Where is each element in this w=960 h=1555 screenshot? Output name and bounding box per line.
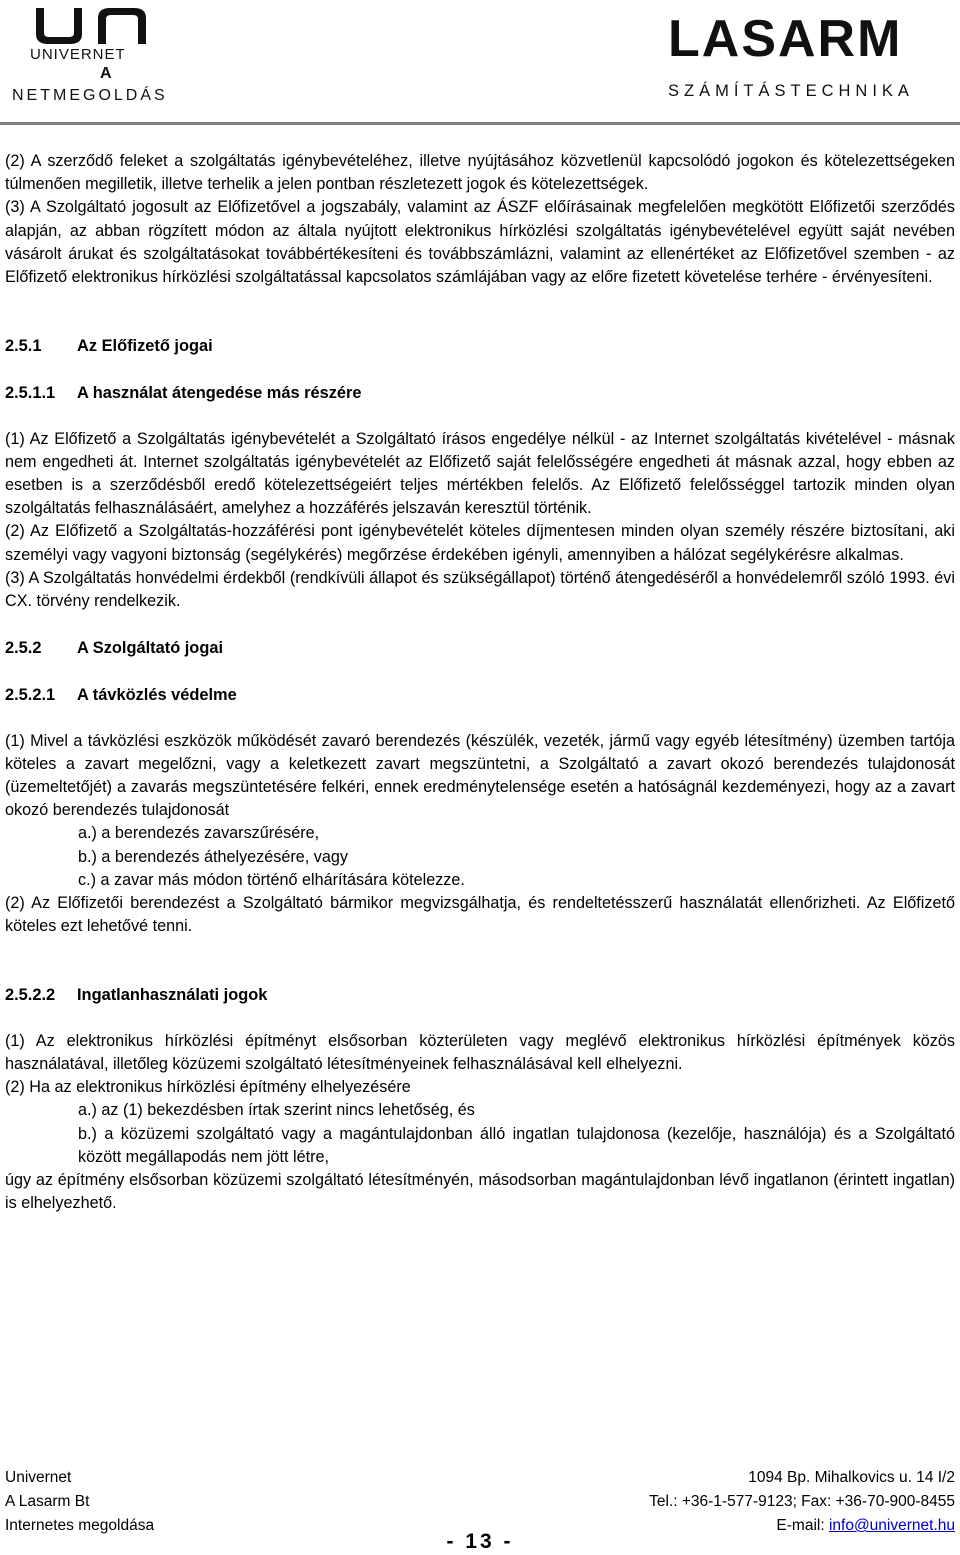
- list-item: a.) a berendezés zavarszűrésére,: [78, 824, 320, 843]
- section-number: 2.5.2: [5, 639, 42, 658]
- paragraph: (2) Az Előfizető a Szolgáltatás-hozzáférési pont igénybevételét köteles díjmentesen minden olyan személy részére biztosítani, aki személyi vagy vagyoni biztonság (segélykérés) megőrzése érdekében igényli, amennyiben a hálózat segélykérésre alkalmas.: [5, 522, 955, 564]
- section-title: Az Előfizető jogai: [77, 337, 213, 356]
- section-number: 2.5.2.2: [5, 986, 56, 1005]
- logo-connector: A: [100, 65, 112, 82]
- paragraph: (2) Az Előfizetői berendezést a Szolgáltató bármikor megvizsgálhatja, és rendeltetésszerű használatát ellenőrizheti. Az Előfizető köteles ezt lehetővé tenni.: [5, 894, 955, 936]
- paragraph: úgy az építmény elsősorban közüzemi szolgáltató létesítményén, másodsorban magántulajdonban lévő ingatlanon (érintett ingatlan) is elhelyezhető.: [5, 1170, 955, 1213]
- list-item: c.) a zavar más módon történő elhárítására kötelezze.: [78, 870, 465, 889]
- list-item: b.) a berendezés áthelyezésére, vagy: [78, 847, 348, 866]
- univernet-logo: [8, 0, 208, 110]
- section-title: A Szolgáltató jogai: [77, 639, 224, 658]
- paragraph: (3) A Szolgáltatás honvédelmi érdekből (rendkívüli állapot és szükségállapot) történő átengedéséről a honvédelemről szóló 1993. évi CX. törvény rendelkezik.: [5, 568, 955, 611]
- section-heading: [5, 335, 955, 358]
- logo-u-mark: [36, 8, 82, 44]
- section-title: Ingatlanhasználati jogok: [77, 986, 268, 1005]
- section-title: A távközlés védelme: [77, 686, 237, 705]
- logo-n-mark: [98, 8, 146, 44]
- footer-address: 1094 Bp. Mihalkovics u. 14 I/2: [748, 1469, 955, 1486]
- footer-tagline: Internetes megoldása: [5, 1517, 155, 1534]
- header-divider: [0, 122, 960, 125]
- section-number: 2.5.2.1: [5, 686, 56, 705]
- logo-brand: UNIVERNET: [30, 46, 126, 63]
- list-item: b.) a közüzemi szolgáltató vagy a magántulajdonban álló ingatlan tulajdonosa (kezelője, használója) és a Szolgáltató között megállapodás nem jött létre,: [78, 1124, 955, 1166]
- footer-company-owner: A Lasarm Bt: [5, 1493, 90, 1510]
- section-number: 2.5.1: [5, 337, 42, 356]
- paragraph: (1) Az Előfizető a Szolgáltatás igénybevételét a Szolgáltató írásos engedélye nélkül - az Internet szolgáltatás kivételével - másnak nem engedheti át. Internet szolgáltatás igénybevételét az Előfizető saját felelősségére engedheti át másnak azzal, hogy ebben az esetben is a szerződésből eredő kötelezettségeiért teljes mértékben felelős. Az Előfizető felelősséggel tartozik minden olyan szolgáltatás felhasználásáért, amelyhez a hozzáférés jelszaván keresztül történik.: [5, 429, 955, 518]
- section-heading: [5, 637, 955, 660]
- paragraph: (1) Mivel a távközlési eszközök működését zavaró berendezés (készülék, vezeték, jármű vagy egyéb létesítmény) üzemben tartója köteles a zavart megelőzni, vagy a keletkezett zavart megszüntetni, a Szolgáltató a zavart okozó berendezés tulajdonosát (üzemeltetőjét) a zavarás megszüntetésére felkéri, ennek eredménytelensége esetén a hatóságnál kezdeményezi, hogy az a zavart okozó berendezés tulajdonosát: [5, 731, 955, 820]
- logo-subtitle: NETMEGOLDÁS: [12, 87, 168, 104]
- footer-email-label: E-mail:: [776, 1517, 829, 1534]
- list-item: a.) az (1) bekezdésben írtak szerint nincs lehetőség, és: [78, 1101, 475, 1120]
- page-number: - 13 -: [446, 1530, 514, 1553]
- lasarm-logo: [662, 0, 952, 110]
- paragraph: (3) A Szolgáltató jogosult az Előfizetővel a jogszabály, valamint az ÁSZF előírásainak megfelelően megkötött Előfizetői szerződés alapján, az abban rögzített módon az általa nyújtott elektronikus hírközlési szolgáltatás igénybevételével együtt saját nevében vásárolt árukat és szolgáltatásokat továbbértékesíteni és továbbszámlázni, valamint az ellenértéket az Előfizetővel szemben - az Előfizető elektronikus hírközlési szolgáltatással kapcsolatos számlájában vagy az előre fizetett követelése terhére - érvényesíteni.: [5, 198, 955, 287]
- section-title: A használat átengedése más részére: [77, 384, 362, 403]
- email-link[interactable]: info@univernet.hu: [828, 1517, 955, 1534]
- section-heading: [5, 382, 955, 405]
- paragraph: (1) Az elektronikus hírközlési építményt elsősorban közterületen vagy meglévő elektronikus hírközlési építmények közös használatával, illetőleg közüzemi szolgáltató létesítményeinek felhasználásával kell elhelyezni.: [5, 1031, 955, 1073]
- logo-brand: LASARM: [668, 10, 903, 68]
- section-number: 2.5.1.1: [5, 384, 56, 403]
- logo-subtitle: SZÁMÍTÁSTECHNIKA: [668, 82, 914, 100]
- section-heading: [5, 684, 955, 707]
- footer-company: Univernet: [5, 1469, 72, 1486]
- paragraph: (2) Ha az elektronikus hírközlési építmény elhelyezésére: [5, 1078, 411, 1097]
- footer-phone: Tel.: +36-1-577-9123; Fax: +36-70-900-8455: [649, 1493, 955, 1510]
- page-footer: [5, 1466, 955, 1538]
- document-body: [5, 150, 955, 1215]
- section-heading: [5, 984, 955, 1007]
- paragraph: (2) A szerződő feleket a szolgáltatás igénybevételéhez, illetve nyújtásához közvetlenül kapcsolódó jogokon és kötelezettségeken túlmenően megilletik, illetve terhelik a jelen pontban részletezett jogok és kötelezettségek.: [5, 152, 955, 194]
